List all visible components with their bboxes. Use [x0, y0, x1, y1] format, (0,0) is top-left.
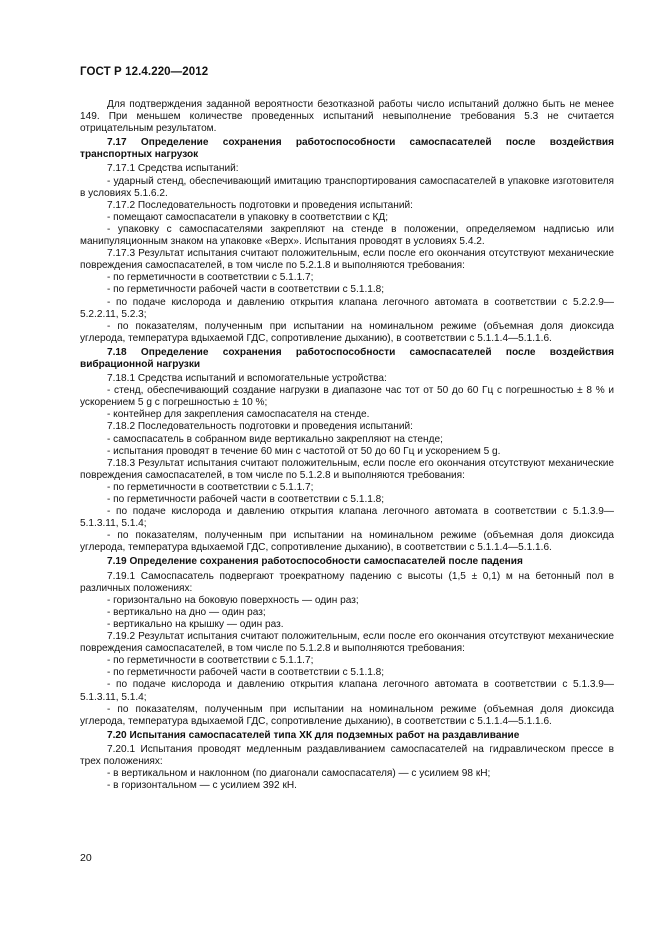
- list-item: - по подаче кислорода и давлению открытия клапана легочного автомата в соответствии с 5.1.3.9—5.1.3.11, 5.1.4;: [80, 506, 614, 530]
- document-body: [80, 99, 614, 792]
- list-item: - по показателям, полученным при испытании на номинальном режиме (объемная доля диоксида углерода, температура вдыхаемой ГДС, сопротивление дыханию), в соответствии с 5.1.1.4—5.1.1.6.: [80, 530, 614, 554]
- list-item: - стенд, обеспечивающий создание нагрузки в диапазоне час тот от 50 до 60 Гц с погрешностью ± 8 % и ускорением 5 g с погрешностью ± 10 %;: [80, 385, 614, 409]
- list-item: - по подаче кислорода и давлению открытия клапана легочного автомата в соответствии с 5.1.3.9—5.1.3.11, 5.1.4;: [80, 679, 614, 703]
- list-item: - по герметичности рабочей части в соответствии с 5.1.1.8;: [107, 494, 385, 505]
- section-heading-7-17: 7.17 Определение сохранения работоспособности самоспасателей после воздействия транспортных нагрузок: [80, 137, 614, 161]
- paragraph: Для подтверждения заданной вероятности безотказной работы число испытаний должно быть не менее 149. При меньшем количестве проведенных испытаний невыполнение требования 5.3 не считается отрицательным результатом.: [80, 99, 614, 135]
- paragraph: 7.17.3 Результат испытания считают положительным, если после его окончания отсутствуют механические повреждения самоспасателей, в том числе по 5.2.1.8 и выполняются требования:: [80, 248, 614, 272]
- list-item: - по герметичности рабочей части в соответствии с 5.1.1.8;: [107, 667, 385, 679]
- paragraph: 7.19.1 Самоспасатель подвергают троекратному падению с высоты (1,5 ± 0,1) м на бетонный пол в различных положениях:: [80, 570, 614, 594]
- section-heading-7-20: 7.20 Испытания самоспасателей типа ХК для подземных работ на раздавливание: [107, 729, 520, 741]
- list-item: - горизонтально на боковую поверхность — один раз;: [107, 594, 359, 606]
- list-item: - по герметичности рабочей части в соответствии с 5.1.1.8;: [107, 284, 385, 296]
- list-item: - помещают самоспасатели в упаковку в соответствии с КД;: [107, 211, 389, 223]
- list-item: - вертикально на дно — один раз;: [107, 606, 266, 618]
- paragraph: 7.20.1 Испытания проводят медленным раздавливанием самоспасателей на гидравлическом прессе в трех положениях:: [80, 743, 614, 767]
- paragraph: 7.19.2 Результат испытания считают положительным, если после его окончания отсутствуют механические повреждения самоспасателей, в том числе по 5.1.2.8 и выполняются требования:: [80, 631, 614, 655]
- list-item: - контейнер для закрепления самоспасателя на стенде.: [107, 409, 370, 421]
- list-item: - по показателям, полученным при испытании на номинальном режиме (объемная доля диоксида углерода, температура вдыхаемой ГДС, сопротивление дыханию), в соответствии с 5.1.1.4—5.1.1.6.: [80, 320, 614, 344]
- list-item: - по герметичности в соответствии с 5.1.1.7;: [107, 272, 314, 284]
- standard-header: ГОСТ Р 12.4.220—2012: [80, 66, 209, 78]
- list-item: - в горизонтальном — с усилием 392 кН.: [107, 780, 297, 792]
- list-item: - самоспасатель в собранном виде вертикально закрепляют на стенде;: [107, 433, 443, 445]
- paragraph: 7.17.2 Последовательность подготовки и проведения испытаний:: [107, 199, 413, 211]
- paragraph: 7.18.3 Результат испытания считают положительным, если после его окончания отсутствуют механические повреждения самоспасателей, в том числе по 5.1.2.8 и выполняются требования:: [80, 457, 614, 481]
- list-item: - по показателям, полученным при испытании на номинальном режиме (объемная доля диоксида углерода, температура вдыхаемой ГДС, сопротивление дыханию), в соответствии с 5.1.1.4—5.1.1.6.: [80, 703, 614, 727]
- section-heading-7-18: 7.18 Определение сохранения работоспособности самоспасателей после воздействия вибрационной нагрузки: [80, 346, 614, 370]
- list-item: - упаковку с самоспасателями закрепляют на стенде в положении, определяемом надписью или манипуляционным знаком на упаковке «Верх». Испытания проводят в условиях 5.4.2.: [80, 223, 614, 248]
- list-item: - по герметичности в соответствии с 5.1.1.7;: [107, 655, 314, 667]
- list-item: - в вертикальном и наклонном (по диагонали самоспасателя) — с усилием 98 кН;: [107, 768, 491, 780]
- paragraph: 7.18.1 Средства испытаний и вспомогательные устройства:: [107, 373, 387, 385]
- list-item: - по герметичности в соответствии с 5.1.1.7;: [107, 481, 314, 493]
- paragraph: 7.17.1 Средства испытаний:: [107, 163, 239, 175]
- list-item: - вертикально на крышку — один раз.: [107, 618, 284, 630]
- list-item: - испытания проводят в течение 60 мин с частотой от 50 до 60 Гц и ускорением 5 g.: [107, 445, 501, 457]
- paragraph: 7.18.2 Последовательность подготовки и проведения испытаний:: [107, 421, 413, 433]
- section-heading-7-19: 7.19 Определение сохранения работоспособности самоспасателей после падения: [107, 556, 523, 568]
- list-item: - ударный стенд, обеспечивающий имитацию транспортирования самоспасателей в упаковке изготовителя в условиях 5.1.6.2.: [80, 175, 614, 199]
- page-number: 20: [80, 852, 92, 864]
- list-item: - по подаче кислорода и давлению открытия клапана легочного автомата в соответствии с 5.2.2.9—5.2.2.11, 5.2.3;: [80, 296, 614, 320]
